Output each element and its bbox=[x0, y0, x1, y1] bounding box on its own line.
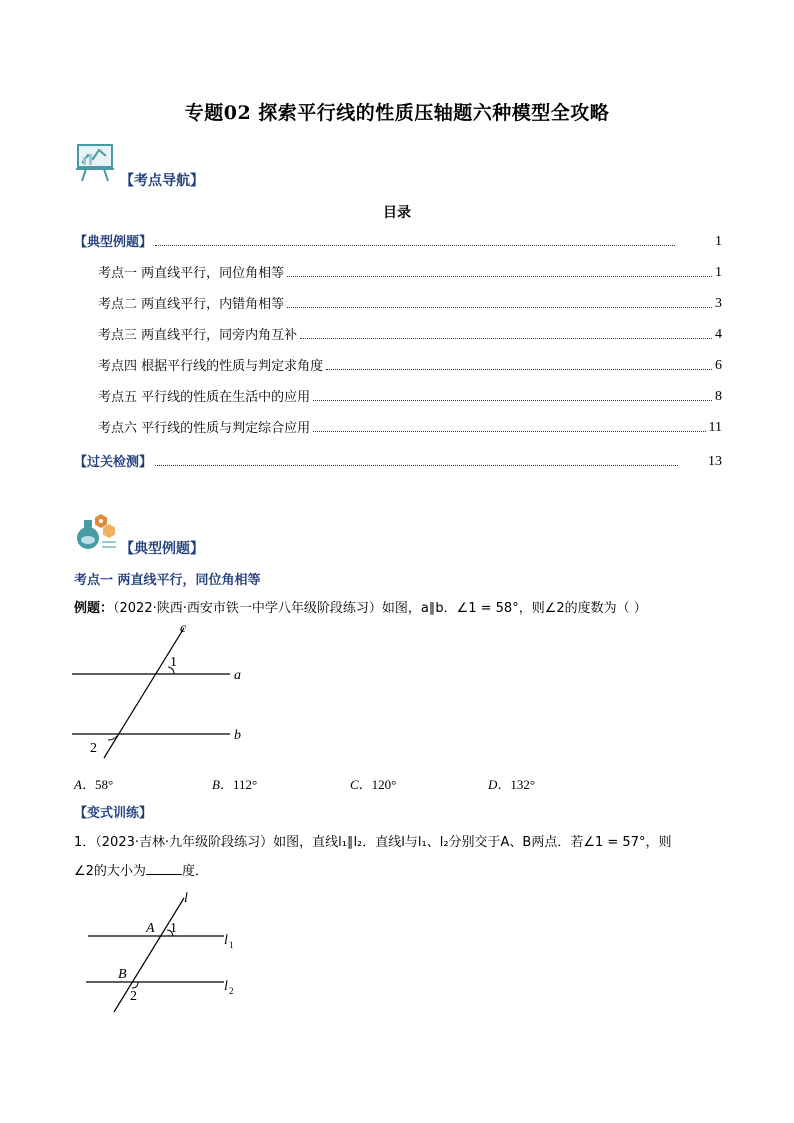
toc-entry-page: 6 bbox=[715, 358, 722, 373]
fig2-label-A: A bbox=[146, 921, 155, 936]
toc-entry-label: 【过关检测】 bbox=[74, 455, 153, 470]
fig1-label-a: a bbox=[234, 668, 241, 683]
fig1-label-1: 1 bbox=[170, 655, 177, 670]
toc-entry-label: 考点三 两直线平行，同旁内角互补 bbox=[98, 328, 298, 343]
toc-entry-examples[interactable] bbox=[74, 230, 722, 250]
example-prefix: 例题： bbox=[74, 601, 114, 616]
fig2-label-l1: l bbox=[224, 933, 228, 948]
answer-blank[interactable] bbox=[146, 862, 182, 875]
fig2-label-l2-sub: 2 bbox=[229, 986, 234, 996]
kaodian1-title: 考点一 两直线平行，同位角相等 bbox=[74, 573, 261, 588]
q1-line1: 1．（2023·吉林·九年级阶段练习）如图，直线l₁∥l₂．直线l与l₁、l₂分别交于A、B两点．若∠1 = 57°，则 bbox=[74, 835, 672, 850]
section-nav-heading: 【考点导航】 bbox=[120, 173, 204, 189]
variant-heading: 【变式训练】 bbox=[74, 806, 153, 821]
example-question bbox=[74, 597, 734, 616]
toc-entry-page: 1 bbox=[715, 234, 722, 249]
toc-heading: 目录 bbox=[383, 205, 411, 221]
toc-entry-page: 1 bbox=[715, 265, 722, 280]
toc-entry-label: 考点六 平行线的性质与判定综合应用 bbox=[98, 421, 311, 436]
toc-dot-leader bbox=[300, 338, 712, 339]
toc-entry-page: 11 bbox=[708, 420, 722, 435]
toc-entry-label: 考点四 根据平行线的性质与判定求角度 bbox=[98, 359, 324, 374]
choice-d[interactable] bbox=[488, 774, 535, 793]
choice-letter: B． bbox=[212, 777, 233, 792]
fig2-label-B: B bbox=[118, 967, 127, 982]
toc-entry-kaodian3[interactable] bbox=[98, 323, 722, 343]
choice-a[interactable] bbox=[74, 774, 113, 793]
fig2-label-1: 1 bbox=[170, 921, 177, 936]
toc-dot-leader bbox=[313, 431, 705, 432]
fig2-label-l2: l bbox=[224, 979, 228, 994]
toc-entry-kaodian1[interactable] bbox=[98, 261, 722, 281]
toc-entry-page: 3 bbox=[715, 296, 722, 311]
fig2-label-l: l bbox=[184, 891, 188, 906]
toc-entry-label: 【典型例题】 bbox=[74, 235, 153, 250]
toc-entry-label: 考点二 两直线平行，内错角相等 bbox=[98, 297, 285, 312]
fig1-label-2: 2 bbox=[90, 741, 97, 756]
toc-dot-leader bbox=[155, 465, 678, 466]
toc-dot-leader bbox=[287, 307, 712, 308]
toc-entry-kaodian4[interactable] bbox=[98, 354, 722, 374]
flask-icon bbox=[74, 512, 118, 556]
toc-entry-label: 考点一 两直线平行，同位角相等 bbox=[98, 266, 285, 281]
q1-line2-prefix: ∠2的大小为 bbox=[74, 864, 146, 879]
toc-entry-label: 考点五 平行线的性质在生活中的应用 bbox=[98, 390, 311, 405]
choice-letter: D． bbox=[488, 777, 511, 792]
section-examples-heading: 【典型例题】 bbox=[120, 541, 204, 557]
example-text: （2022·陕西·西安市铁一中学八年级阶段练习）如图，a∥b．∠1 = 58°，则∠2的度数为（ ） bbox=[113, 601, 647, 616]
toc-dot-leader bbox=[287, 276, 712, 277]
choice-value: 132° bbox=[510, 777, 536, 792]
page-title: 专题02 探索平行线的性质压轴题六种模型全攻略 bbox=[184, 102, 610, 124]
toc-entry-kaodian2[interactable] bbox=[98, 292, 722, 312]
fig2-label-2: 2 bbox=[130, 989, 137, 1004]
choice-value: 112° bbox=[232, 777, 258, 792]
toc-entry-kaodian6[interactable] bbox=[98, 416, 722, 436]
figure-parallel-lines-1 bbox=[70, 618, 270, 772]
toc-entry-page: 8 bbox=[715, 389, 722, 404]
choice-letter: A． bbox=[74, 777, 95, 792]
toc-entry-page: 13 bbox=[708, 454, 722, 469]
fig2-label-l1-sub: 1 bbox=[229, 940, 234, 950]
toc-dot-leader bbox=[155, 245, 675, 246]
choice-value: 120° bbox=[371, 777, 397, 792]
toc-entry-kaodian5[interactable] bbox=[98, 385, 722, 405]
fig1-label-c: c bbox=[180, 621, 187, 636]
figure-parallel-lines-2 bbox=[80, 888, 250, 1022]
q1-line2-suffix: 度． bbox=[181, 864, 208, 879]
fig1-label-b: b bbox=[234, 728, 241, 743]
q1-line2 bbox=[74, 860, 208, 879]
toc-dot-leader bbox=[326, 369, 712, 370]
choice-letter: C． bbox=[350, 777, 372, 792]
board-icon bbox=[74, 143, 120, 187]
toc-dot-leader bbox=[313, 400, 712, 401]
choice-b[interactable] bbox=[212, 774, 257, 793]
toc-entry-page: 4 bbox=[715, 327, 722, 342]
choice-c[interactable] bbox=[350, 774, 396, 793]
toc-entry-checks[interactable] bbox=[74, 450, 722, 470]
choice-value: 58° bbox=[94, 777, 114, 792]
